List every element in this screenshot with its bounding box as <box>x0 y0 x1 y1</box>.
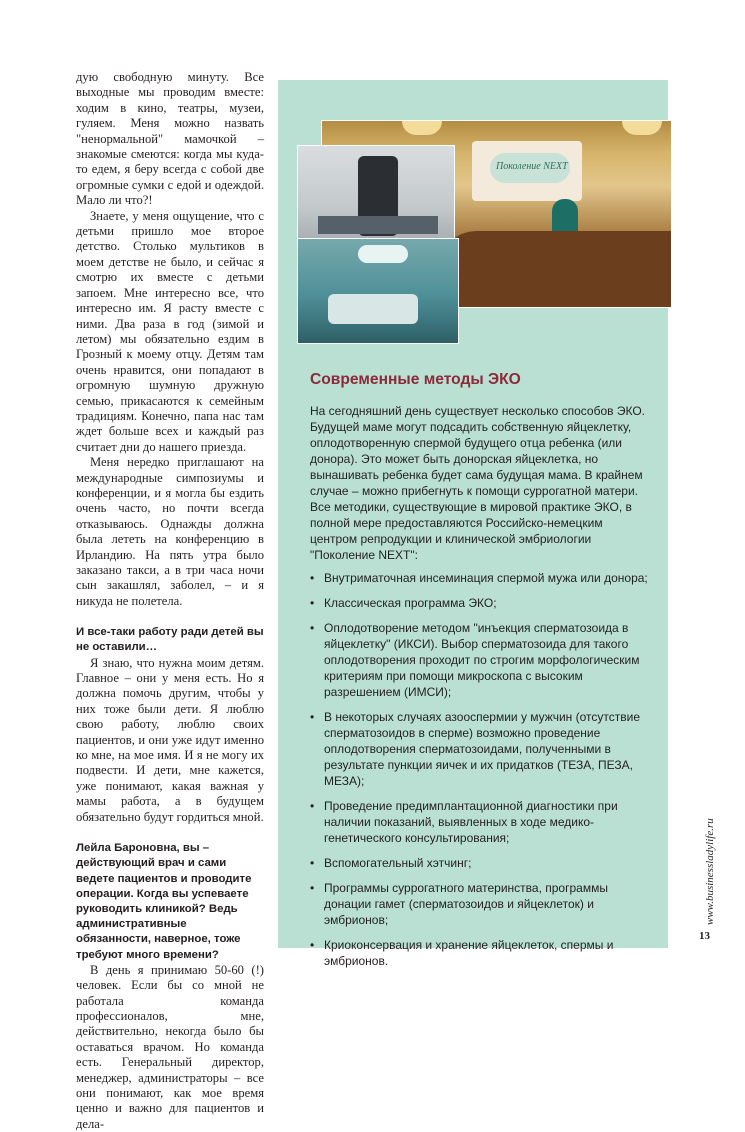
surgical-light <box>358 245 408 263</box>
methods-list <box>310 570 650 978</box>
reception-desk <box>437 231 671 307</box>
medical-chair <box>328 294 418 324</box>
sidebar-title: Современные методы ЭКО <box>310 371 521 388</box>
interview-column <box>76 70 264 1132</box>
bullet-icon: • <box>310 571 315 585</box>
clinic-sign-text: Поколение NEXT <box>496 161 568 172</box>
list-item: • Вспомогательный хэтчинг; <box>310 856 472 870</box>
bullet-icon: • <box>310 881 315 895</box>
paragraph: Меня нередко приглашают на международные симпозиумы и конференции, и я могла бы ездить очень часто, но почти всегда отказываюсь. Однажды должна была лететь на конференцию в Ирландию. На пять утра было заказано такси, а в три часа ночи сын закашлял, заболел, – и я никуда не полетела. <box>76 455 264 608</box>
bullet-icon: • <box>310 621 315 635</box>
bullet-icon: • <box>310 799 315 813</box>
paragraph: дую свободную минуту. Все выходные мы проводим вместе: ходим в кино, театры, музеи, гуляем. Меня можно назвать "ненормальной" мамочкой – знакомые смеются: когда мы куда-то едем, я беру всегда с собой две огромные сумки с едой и одеждой. Мало ли что?! <box>76 70 264 208</box>
website-url: www.businessladylife.ru <box>704 818 716 925</box>
list-item: • Классическая программа ЭКО; <box>310 596 497 610</box>
sidebar-intro-text: На сегодняшний день существует несколько способов ЭКО. Будущей маме могут подсадить собственную яйцеклетку, оплодотворенную спермой будущего отца ребенка (или донора). Это может быть донорская яйцеклетка, но вынашивать ребенка будет сама будущая мама. В крайнем случае – можно прибегнуть к помощи суррогатной матери. <box>310 404 645 498</box>
paragraph: Знаете, у меня ощущение, что с детьми пришло мое второе детство. Столько мультиков в моем детстве не было, и сейчас я смотрю их вместе с детьми запоем. Мне интересно все, что интересно им. Я расту вместе с ними. Два раза в год (зимой и летом) мы обязательно ездим в Грозный к моему отцу. Детям там очень нравится, они попадают в огромную шумную дружную семью, прикасаются к семейным традициям. Конечно, папа нас там ждет больше всех и каждый раз считает дни до нашего приезда. <box>76 208 264 454</box>
list-item: • Внутриматочная инсеминация спермой мужа или донора; <box>310 571 648 585</box>
bullet-icon: • <box>310 938 315 952</box>
paragraph: В день я принимаю 50-60 (!) человек. Если бы со мной не работала команда профессионалов, мне, действительно, некогда было бы оставаться врачом. Но команда есть. Генеральный директор, менеджер, администраторы – все они понимают, как мое время ценно и важно для пациентов и дела- <box>76 962 264 1131</box>
bullet-icon: • <box>310 710 315 724</box>
operating-room-photo <box>297 238 459 344</box>
ceiling-lamp <box>402 121 442 135</box>
list-item: • В некоторых случаях азооспермии у мужчин (отсутствие сперматозоидов в сперме) возможно проведение оплодотворения сперматозоидами, полученными в результате пункции яичек и их придатков (ТЕЗА, ПЕЗА, МЕЗА); <box>310 710 640 788</box>
list-item: • Оплодотворение методом "инъекция сперматозоида в яйцеклетку" (ИКСИ). Выбор сперматозоида для такого оплодотворения проходит по строгим морфологическим критериям при помощи микроскопа с высоким разрешением (ИМСИ); <box>310 621 640 699</box>
page-number: 13 <box>699 930 710 942</box>
list-item: • Криоконсервация и хранение яйцеклеток, спермы и эмбрионов. <box>310 938 614 968</box>
microscope-photo <box>297 145 455 247</box>
interview-question: И все-таки работу ради детей вы не оставили… <box>76 626 264 654</box>
bullet-icon: • <box>310 596 315 610</box>
ceiling-lamp <box>622 121 662 135</box>
list-item: • Проведение предимплантационной диагностики при наличии показаний, выявленных в ходе медико-генетического консультирования; <box>310 799 618 845</box>
paragraph: Я знаю, что нужна моим детям. Главное – они у меня есть. Но я должна помочь другим, чтобы у них тоже были дети. Я люблю свою работу, люблю своих пациентов, и они уже идут именно ко мне, на мое имя. И я не могу их подвести. И дети, мне кажется, уже понимают, какая важная у мамы работа, а в будущем обязательно будут гордиться мной. <box>76 655 264 824</box>
list-item: • Программы суррогатного материнства, программы донации гамет (сперматозоидов и яйцеклеток) и эмбрионов; <box>310 881 608 927</box>
interview-question: Лейла Бароновна, вы – действующий врач и сами ведете пациентов и проводите операции. Когда вы успеваете руководить клиникой? Ведь административные обязанности, наверное, тоже требуют много времени? <box>76 842 252 961</box>
lab-bench <box>318 216 438 234</box>
sidebar-intro <box>310 403 650 563</box>
clinic-sign <box>490 153 570 183</box>
sidebar-intro-text: Все методики, существующие в мировой практике ЭКО, в полной мере предоставляются Российско-немецким центром репродукции и клинической эмбриологии "Поколение NEXT": <box>310 500 632 562</box>
bullet-icon: • <box>310 856 315 870</box>
